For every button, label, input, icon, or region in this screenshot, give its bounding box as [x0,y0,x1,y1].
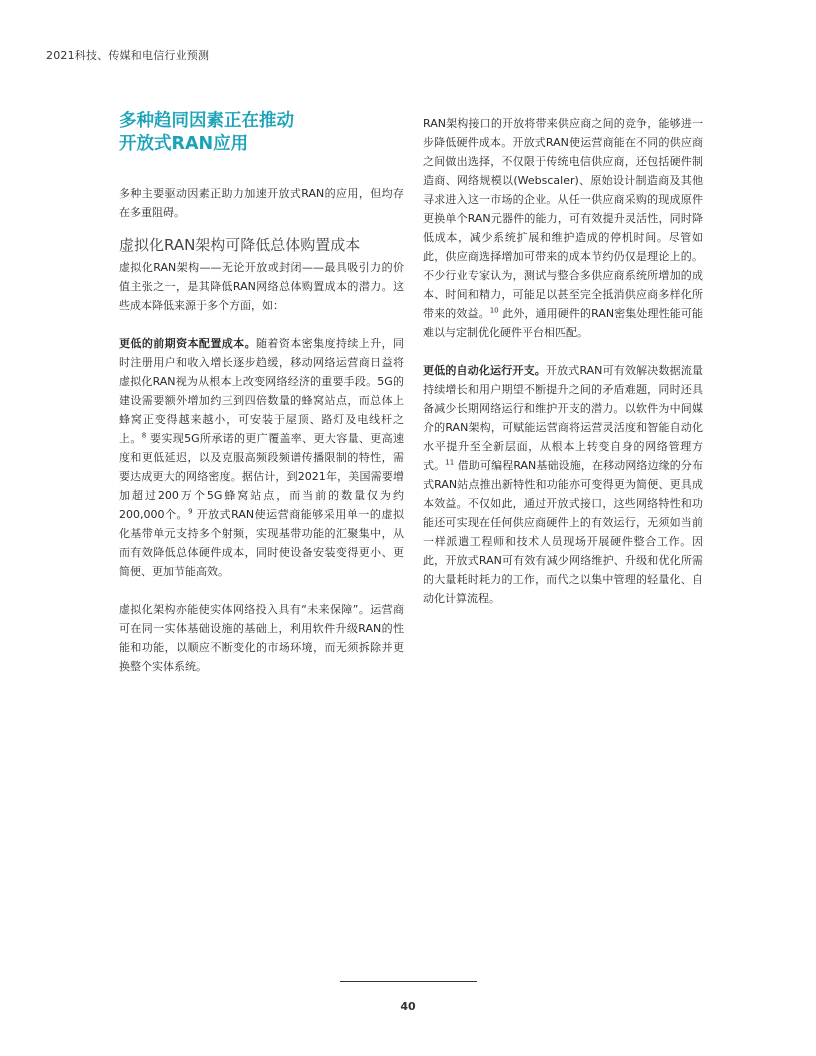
left-column [119,110,404,695]
paragraph-text: 随着资本密集度持续上升，同时注册用户和收入增长逐步趋缓，移动网络运营商日益将虚拟化RAN视为从根本上改变网络经济的重要手段。5G的建设需要额外增加约三到四倍数量的蜂窝站点，而总体上蜂窝正变得越来越小，可安装于屋顶、路灯及电线杆之上。 [119,337,404,445]
footer-divider [340,981,477,982]
footnote-ref: 9 [188,507,193,516]
paragraph-vendor-competition [423,114,703,342]
paragraph-text: 开放式RAN可有效解决数据流量持续增长和用户期望不断提升之间的矛盾难题，同时还具备减少长期网络运行和维护开支的潜力。以软件为中间媒介的RAN架构，可赋能运营商将运营灵活度和智能自动化水平提升至全新层面，从根本上转变自身的网络管理方式。 [423,364,703,472]
section-title [119,110,404,156]
footnote-ref: 11 [445,458,455,467]
page-number: 40 [400,1000,416,1013]
footnote-ref: 8 [141,431,147,440]
footnote-ref: 10 [489,306,499,315]
paragraph-text: RAN架构接口的开放将带来供应商之间的竞争，能够进一步降低硬件成本。开放式RAN使运营商能在不同的供应商之间做出选择，不仅限于传统电信供应商，还包括硬件制造商、网络规模以(Webscaler)、原始设计制造商及其他寻求进入这一市场的企业。从任一供应商采购的现成原件更换单个RAN元器件的能力，可有效提升灵活性，同时降低成本，减少系统扩展和维护造成的停机时间。尽管如此，供应商选择增加可带来的成本节约仍仅是理论上的。不少行业专家认为，测试与整合多供应商系统所增加的成本、时间和精力，可能足以甚至完全抵消供应商多样化所带来的效益。 [423,117,703,320]
paragraph-text: 此外，通用硬件的RAN密集处理性能可能难以与定制优化硬件平台相匹配。 [423,307,703,339]
paragraph-lead: 更低的自动化运行开支。 [423,364,546,377]
section-title-line-2: 开放式RAN应用 [119,134,249,154]
paragraph-capex [119,334,404,581]
subheading: 虚拟化RAN架构可降低总体购置成本 [119,236,361,254]
paragraph-opex [423,361,703,608]
paragraph-text: 要实现5G所承诺的更广覆盖率、更大容量、更高速度和更低延迟，以及克服高频段频谱传播限制的特性，需要达成更大的网络密度。据估计，到2021年，美国需要增加超过200万个5G蜂窝站点，而当前的数量仅为约200,000个。 [119,432,404,521]
section-title-line-1: 多种趋同因素正在推动 [119,111,294,131]
paragraph-future-proof: 虚拟化架构亦能使实体网络投入具有“未来保障”。运营商可在同一实体基础设施的基础上，利用软件升级RAN的性能和功能，以顺应不断变化的市场环境，而无须拆除并更换整个实体系统。 [119,603,404,673]
paragraph-tco: 虚拟化RAN架构——无论开放或封闭——最具吸引力的价值主张之一，是其降低RAN网络总体购置成本的潜力。这些成本降低来源于多个方面，如： [119,261,404,312]
paragraph-lead: 更低的前期资本配置成本。 [119,337,256,350]
paragraph-text: 开放式RAN使运营商能够采用单一的虚拟化基带单元支持多个射频，实现基带功能的汇聚集中，从而有效降低总体硬件成本，同时使设备安装变得更小、更简便、更加节能高效。 [119,508,404,578]
paragraph-text: 借助可编程RAN基础设施，在移动网络边缘的分布式RAN站点推出新特性和功能亦可变得更为简便、更具成本效益。不仅如此，通过开放式接口，这些网络特性和功能还可实现在任何供应商硬件上的有效运行，无须如当前一样派遣工程师和技术人员现场开展硬件整合工作。因此，开放式RAN可有效有减少网络维护、升级和优化所需的大量耗时耗力的工作，而代之以集中管理的轻量化、自动化计算流程。 [423,459,703,605]
intro-paragraph: 多种主要驱动因素正助力加速开放式RAN的应用，但均存在多重阻碍。 [119,187,404,219]
report-header: 2021科技、传媒和电信行业预测 [46,49,210,62]
right-column [423,114,703,627]
